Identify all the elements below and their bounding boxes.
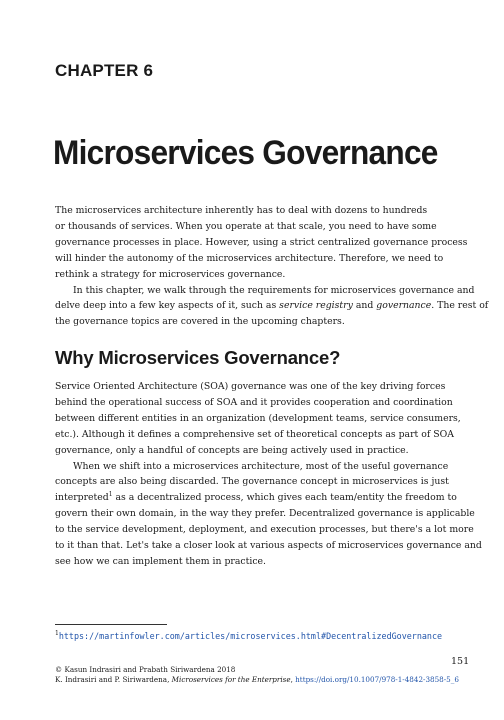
copyright-line: © Kasun Indrasiri and Prabath Siriwardena 2018 xyxy=(55,665,236,674)
emphasis-governance: governance xyxy=(376,300,432,312)
paragraph-line xyxy=(55,298,489,314)
doi-link[interactable]: https://doi.org/10.1007/978-1-4842-3858-5_6 xyxy=(295,675,459,684)
citation-authors: K. Indrasiri and P. Siriwardena, xyxy=(55,675,172,684)
paragraph-line: or thousands of services. When you operate at that scale, you need to have some xyxy=(55,220,437,232)
intro-text xyxy=(55,203,489,330)
page-number: 151 xyxy=(451,656,470,667)
section-text xyxy=(55,379,482,570)
footnote-number: 1 xyxy=(55,630,59,637)
text-run: , xyxy=(290,675,296,684)
paragraph-line: will hinder the autonomy of the microservices architecture. Therefore, we need to xyxy=(55,252,444,264)
paragraph-line: to it than that. Let's take a closer look at various aspects of microservices governance and xyxy=(55,540,482,552)
text-run: delve deep into a few key aspects of it, such as xyxy=(55,300,280,312)
paragraph-line: concepts are also being discarded. The governance concept in microservices is just xyxy=(55,476,449,488)
paragraph-line: When we shift into a microservices architecture, most of the useful governance xyxy=(73,460,449,472)
footnote-link[interactable]: https://martinfowler.com/articles/microservices.html#DecentralizedGovernance xyxy=(58,630,443,641)
paragraph-line: the governance topics are covered in the upcoming chapters. xyxy=(55,316,345,328)
paragraph-line: see how we can implement them in practice. xyxy=(55,555,266,567)
section-heading: Why Microservices Governance? xyxy=(55,347,341,368)
paragraph-line: The microservices architecture inherently has to deal with dozens to hundreds xyxy=(55,205,428,216)
emphasis-service-registry: service registry xyxy=(279,300,353,312)
paragraph-line: etc.). Although it defines a comprehensive set of theoretical concepts as part of SOA xyxy=(55,428,454,440)
paragraph-line: Service Oriented Architecture (SOA) governance was one of the key driving forces xyxy=(55,381,446,392)
footnote xyxy=(55,630,442,641)
paragraph-line: to the service development, deployment, and execution processes, but there's a lot more xyxy=(55,524,474,536)
paragraph-line: In this chapter, we walk through the requirements for microservices governance and xyxy=(73,284,475,296)
paragraph-line: governance processes in place. However, using a strict centralized governance process xyxy=(55,236,468,248)
paragraph-line: behind the operational success of SOA and it provides cooperation and coordination xyxy=(55,396,453,408)
paragraph-line: governance, only a handful of concepts are being actively used in practice. xyxy=(55,444,409,456)
paragraph-line: between different entities in an organization (development teams, service consumers, xyxy=(55,412,461,424)
footnote-reference[interactable]: 1 xyxy=(108,491,113,499)
text-run: as a decentralized process, which gives each team/entity the freedom to xyxy=(112,492,457,504)
paragraph-line: govern their own domain, in the way they prefer. Decentralized governance is applicable xyxy=(55,508,475,520)
paragraph-line: rethink a strategy for microservices governance. xyxy=(55,268,286,280)
footnote-divider xyxy=(55,624,167,625)
chapter-label: CHAPTER 6 xyxy=(55,61,154,80)
text-run: interpreted xyxy=(55,492,109,504)
paragraph-line xyxy=(55,490,467,506)
citation-line xyxy=(55,675,459,684)
chapter-title: Microservices Governance xyxy=(53,134,438,172)
text-run: and xyxy=(352,300,377,312)
citation-book-title: Microservices for the Enterprise xyxy=(171,675,291,684)
text-run: . The rest of xyxy=(431,300,489,312)
